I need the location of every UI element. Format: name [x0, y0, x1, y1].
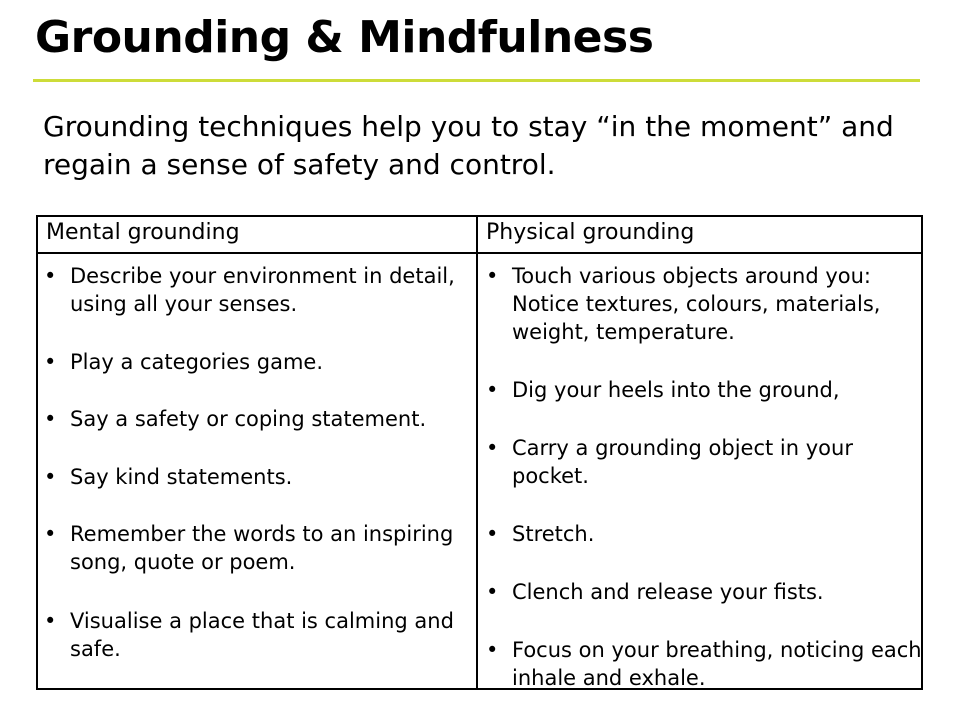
list-item-text: Visualise a place that is calming and safe. — [70, 609, 454, 661]
list-item-text: Touch various objects around you: Notice textures, colours, materials, weight, temperature. — [512, 264, 881, 344]
list-item-text: Say kind statements. — [70, 465, 293, 489]
physical-grounding-list — [477, 253, 922, 689]
bullet: • — [486, 378, 499, 402]
list-item — [44, 520, 470, 576]
list-item — [486, 376, 932, 404]
bullet: • — [486, 436, 499, 460]
list-item-text: Remember the words to an inspiring song, quote or poem. — [70, 522, 454, 574]
bullet: • — [486, 522, 499, 546]
bullet: • — [44, 522, 57, 546]
list-item-text: Stretch. — [512, 522, 595, 546]
list-item-text: Carry a grounding object in your pocket. — [512, 436, 853, 488]
title-underline — [33, 79, 920, 82]
bullet: • — [44, 407, 57, 431]
list-item-text: Describe your environment in detail, using all your senses. — [70, 264, 455, 316]
bullet: • — [44, 350, 57, 374]
list-item — [486, 434, 932, 490]
list-item — [44, 348, 470, 376]
slide-title: Grounding & Mindfulness — [35, 12, 654, 63]
grounding-table — [36, 215, 923, 690]
physical-grounding-heading: Physical grounding — [477, 216, 922, 253]
list-item-text: Focus on your breathing, noticing each inhale and exhale. — [512, 638, 922, 690]
list-item — [486, 520, 932, 548]
table-header-row — [37, 216, 922, 253]
list-item-text: Dig your heels into the ground, — [512, 378, 840, 402]
intro-text: Grounding techniques help you to stay “in the moment” and regain a sense of safety and control. — [43, 110, 894, 181]
list-item-text: Clench and release your fists. — [512, 580, 824, 604]
bullet: • — [44, 609, 57, 633]
list-item-text: Play a categories game. — [70, 350, 324, 374]
list-item — [44, 405, 470, 433]
mental-grounding-heading: Mental grounding — [37, 216, 477, 253]
list-item — [486, 578, 932, 606]
bullet: • — [486, 580, 499, 604]
table-body-row — [37, 253, 922, 689]
bullet: • — [486, 264, 499, 288]
mental-grounding-list — [37, 253, 477, 689]
bullet: • — [44, 465, 57, 489]
bullet: • — [44, 264, 57, 288]
list-item — [486, 636, 932, 692]
list-item — [44, 463, 470, 491]
list-item-text: Say a safety or coping statement. — [70, 407, 427, 431]
list-item — [486, 262, 932, 346]
bullet: • — [486, 638, 499, 662]
list-item — [44, 607, 470, 663]
list-item — [44, 262, 470, 318]
